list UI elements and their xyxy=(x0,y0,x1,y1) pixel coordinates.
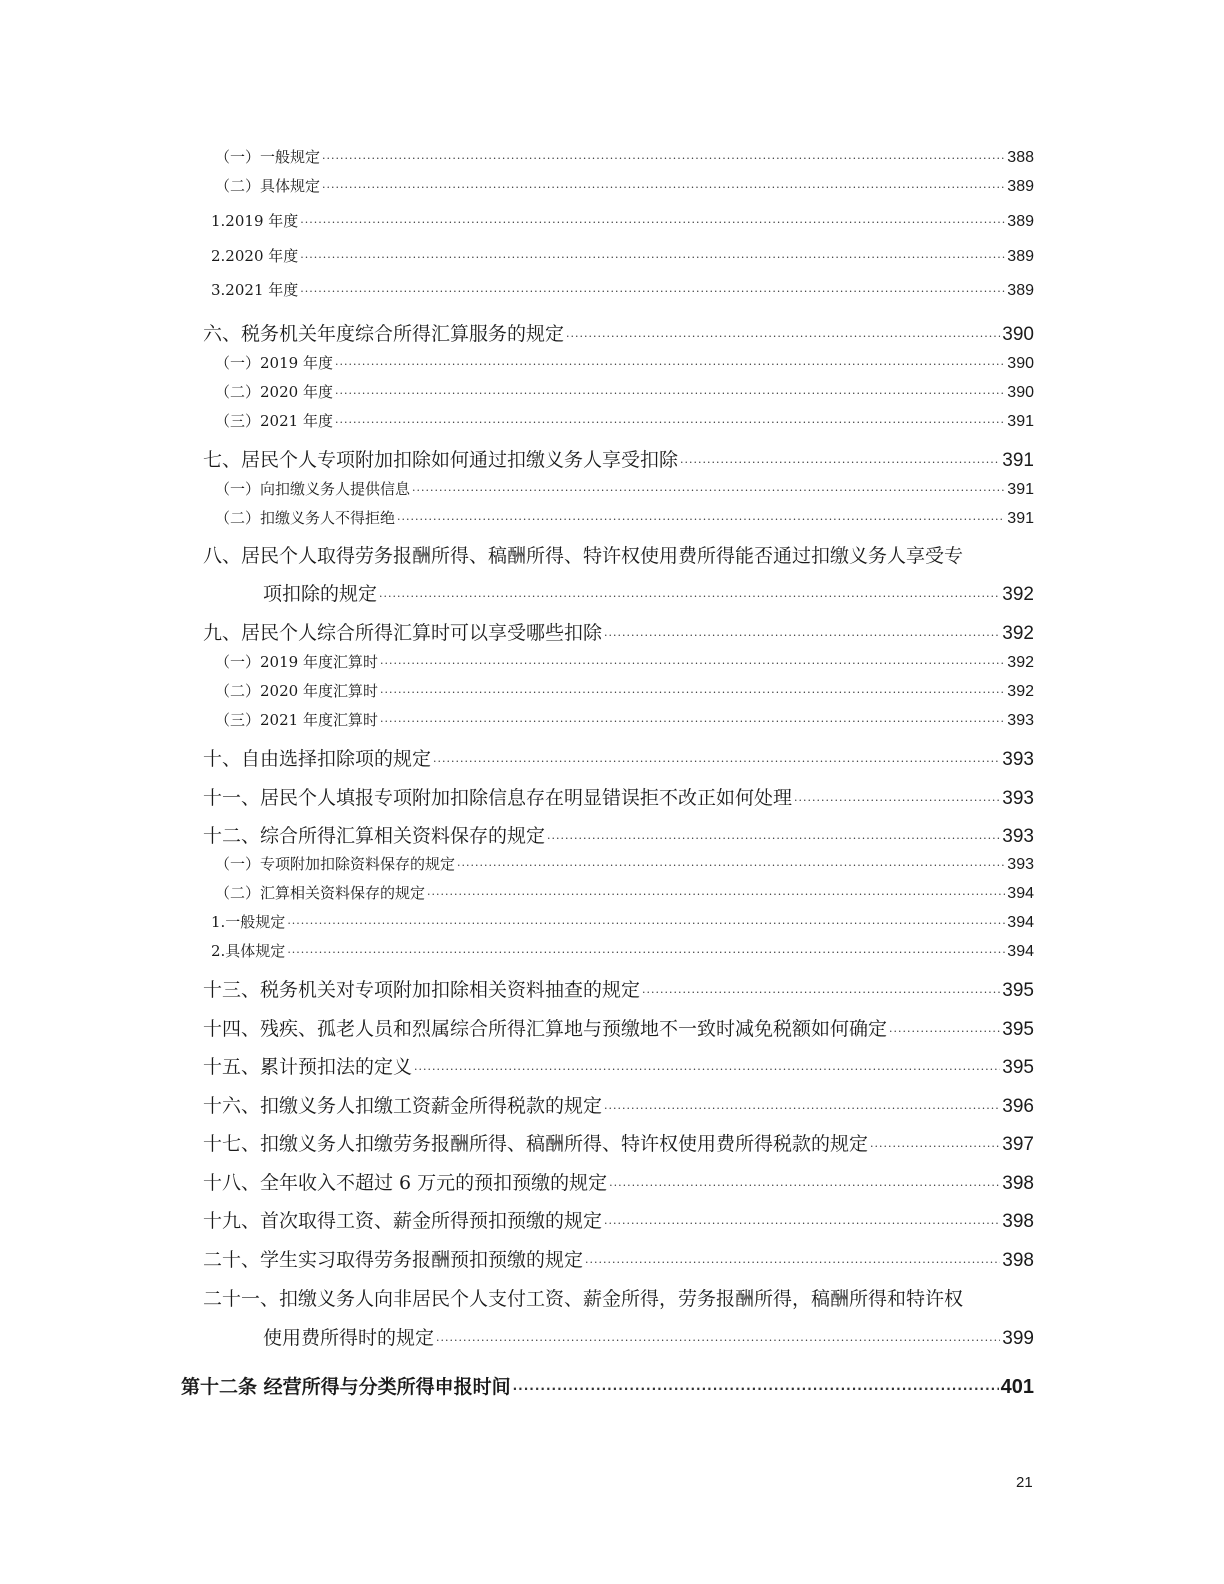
toc-entry-title: 九、居民个人综合所得汇算时可以享受哪些扣除 xyxy=(203,622,603,644)
toc-entry-page: 388 xyxy=(1007,149,1034,166)
toc-leader-dots xyxy=(889,1025,1000,1038)
toc-entry-page: 393 xyxy=(1002,788,1034,809)
toc-leader-dots xyxy=(335,358,1005,371)
toc-entry-page: 395 xyxy=(1002,1057,1034,1078)
toc-entry-title: （二）2020 年度汇算时 xyxy=(215,682,378,700)
toc-leader-dots xyxy=(433,755,1000,768)
footer-page-number: 21 xyxy=(1016,1474,1033,1491)
toc-entry[interactable] xyxy=(0,352,1224,373)
toc-leader-dots xyxy=(300,251,1005,264)
toc-entry-page: 394 xyxy=(1007,914,1034,931)
toc-leader-dots xyxy=(794,794,1000,807)
toc-entry-title: 2.2020 年度 xyxy=(211,247,299,265)
toc-chapter-page: 401 xyxy=(1000,1376,1034,1398)
toc-leader-dots xyxy=(609,1179,1000,1192)
toc-leader-dots xyxy=(379,590,1000,603)
toc-entry[interactable] xyxy=(0,911,1224,932)
toc-entry[interactable] xyxy=(0,618,1224,645)
toc-entry-page: 393 xyxy=(1002,826,1034,847)
toc-entry[interactable] xyxy=(0,821,1224,848)
toc-leader-dots xyxy=(412,484,1005,497)
toc-entry-title: 十三、税务机关对专项附加扣除相关资料抽查的规定 xyxy=(203,979,641,1001)
toc-entry[interactable] xyxy=(0,381,1224,402)
toc-entry-title: （二）扣缴义务人不得拒绝 xyxy=(215,509,396,527)
toc-entry-page: 392 xyxy=(1002,623,1034,644)
toc-entry-page: 390 xyxy=(1007,384,1034,401)
toc-entry[interactable] xyxy=(0,709,1224,730)
toc-entry[interactable] xyxy=(0,853,1224,874)
toc-leader-dots xyxy=(457,859,1005,872)
toc-entry-page: 391 xyxy=(1007,510,1034,527)
toc-leader-dots xyxy=(300,285,1005,298)
toc-entry[interactable] xyxy=(0,146,1224,167)
toc-entry-page: 391 xyxy=(1007,413,1034,430)
toc-entry[interactable] xyxy=(0,940,1224,961)
toc-entry-page: 392 xyxy=(1007,654,1034,671)
toc-entry-title: 六、税务机关年度综合所得汇算服务的规定 xyxy=(203,323,565,345)
toc-entry-title: 3.2021 年度 xyxy=(211,281,299,299)
toc-entry-page: 391 xyxy=(1007,481,1034,498)
toc-entry-title: 十七、扣缴义务人扣缴劳务报酬所得、稿酬所得、特许权使用费所得税款的规定 xyxy=(203,1133,869,1155)
toc-entry-page: 397 xyxy=(1002,1134,1034,1155)
toc-leader-dots xyxy=(604,1102,1000,1115)
toc-entry[interactable] xyxy=(0,579,1224,606)
toc-entry[interactable] xyxy=(0,319,1224,346)
toc-leader-dots xyxy=(513,1382,999,1396)
toc-leader-dots xyxy=(870,1140,1000,1153)
toc-leader-dots xyxy=(680,456,1000,469)
toc-entry-page: 394 xyxy=(1007,943,1034,960)
toc-entry[interactable] xyxy=(0,1206,1224,1233)
toc-entry[interactable] xyxy=(0,882,1224,903)
toc-entry-title: 十一、居民个人填报专项附加扣除信息存在明显错误拒不改正如何处理 xyxy=(203,787,793,809)
toc-entry[interactable] xyxy=(0,1129,1224,1156)
toc-leader-dots xyxy=(436,1334,1000,1347)
toc-entry-page: 398 xyxy=(1002,1250,1034,1271)
toc-entry-page: 399 xyxy=(1002,1328,1034,1349)
toc-entry-page: 389 xyxy=(1007,248,1034,265)
toc-entry[interactable] xyxy=(0,1245,1224,1272)
toc-entry-page: 390 xyxy=(1002,324,1034,345)
toc-leader-dots xyxy=(585,1256,1000,1269)
toc-entry-page: 393 xyxy=(1002,749,1034,770)
toc-entry-title: （一）一般规定 xyxy=(215,148,321,166)
toc-entry-title: （二）汇算相关资料保存的规定 xyxy=(215,884,426,902)
toc-entry-page: 393 xyxy=(1007,712,1034,729)
toc-entry-page: 392 xyxy=(1002,584,1034,605)
toc-entry[interactable] xyxy=(0,279,1224,300)
toc-leader-dots xyxy=(300,216,1005,229)
toc-entry-title[interactable]: 二十一、扣缴义务人向非居民个人支付工资、薪金所得，劳务报酬所得，稿酬所得和特许权 xyxy=(203,1288,964,1310)
toc-leader-dots xyxy=(397,513,1005,526)
toc-entry-title: 十五、累计预扣法的定义 xyxy=(203,1056,413,1078)
toc-entry-title: 十八、全年收入不超过 6 万元的预扣预缴的规定 xyxy=(203,1172,608,1194)
toc-entry[interactable] xyxy=(0,1168,1224,1195)
toc-entry-page: 389 xyxy=(1007,282,1034,299)
toc-entry[interactable] xyxy=(0,1014,1224,1041)
toc-entry[interactable] xyxy=(0,445,1224,472)
toc-entry-page: 396 xyxy=(1002,1096,1034,1117)
toc-entry[interactable] xyxy=(0,651,1224,672)
toc-leader-dots xyxy=(287,946,1005,959)
toc-chapter-entry[interactable] xyxy=(0,1372,1224,1399)
toc-entry-title: 十四、残疾、孤老人员和烈属综合所得汇算地与预缴地不一致时减免税额如何确定 xyxy=(203,1018,888,1040)
toc-entry-title: （一）专项附加扣除资料保存的规定 xyxy=(215,855,456,873)
toc-chapter-title: 第十二条 经营所得与分类所得申报时间 xyxy=(181,1376,511,1398)
toc-entry-title: （三）2021 年度 xyxy=(215,412,333,430)
toc-entry-title: 十二、综合所得汇算相关资料保存的规定 xyxy=(203,825,546,847)
toc-entry-page: 398 xyxy=(1002,1211,1034,1232)
toc-entry-title: 十六、扣缴义务人扣缴工资薪金所得税款的规定 xyxy=(203,1095,603,1117)
toc-entry[interactable] xyxy=(0,1091,1224,1118)
toc-leader-dots xyxy=(287,917,1005,930)
toc-leader-dots xyxy=(335,416,1005,429)
toc-entry-title: （一）向扣缴义务人提供信息 xyxy=(215,480,411,498)
toc-leader-dots xyxy=(380,715,1005,728)
toc-entry[interactable] xyxy=(0,680,1224,701)
toc-entry-title[interactable]: 八、居民个人取得劳务报酬所得、稿酬所得、特许权使用费所得能否通过扣缴义务人享受专 xyxy=(203,545,964,567)
toc-entry[interactable] xyxy=(0,1323,1224,1350)
toc-leader-dots xyxy=(322,181,1005,194)
toc-leader-dots xyxy=(414,1063,1000,1076)
toc-entry-page: 391 xyxy=(1002,450,1034,471)
toc-leader-dots xyxy=(322,152,1005,165)
toc-entry-page: 395 xyxy=(1002,1019,1034,1040)
toc-leader-dots xyxy=(427,888,1005,901)
toc-leader-dots xyxy=(380,657,1005,670)
toc-entry[interactable] xyxy=(0,744,1224,771)
toc-entry[interactable] xyxy=(0,478,1224,499)
toc-leader-dots xyxy=(335,387,1005,400)
toc-entry[interactable] xyxy=(0,210,1224,231)
toc-entry-page: 398 xyxy=(1002,1173,1034,1194)
toc-entry-title-continued: 使用费所得时的规定 xyxy=(263,1327,435,1349)
toc-entry-title: （一）2019 年度汇算时 xyxy=(215,653,378,671)
toc-entry-title: 1.一般规定 xyxy=(211,913,286,931)
toc-entry[interactable] xyxy=(0,783,1224,810)
toc-entry-title: （一）2019 年度 xyxy=(215,354,333,372)
toc-entry-page: 389 xyxy=(1007,213,1034,230)
toc-entry[interactable] xyxy=(0,507,1224,528)
toc-entry[interactable] xyxy=(0,975,1224,1002)
toc-leader-dots xyxy=(604,1217,1000,1230)
toc-leader-dots xyxy=(642,986,1000,999)
toc-leader-dots xyxy=(604,629,1000,642)
toc-entry-title-continued: 项扣除的规定 xyxy=(263,583,378,605)
toc-leader-dots xyxy=(547,832,1000,845)
toc-entry-title: 七、居民个人专项附加扣除如何通过扣缴义务人享受扣除 xyxy=(203,449,679,471)
toc-entry-title: 1.2019 年度 xyxy=(211,212,299,230)
toc-entry-page: 395 xyxy=(1002,980,1034,1001)
toc-entry-title: （三）2021 年度汇算时 xyxy=(215,711,378,729)
toc-entry-page: 392 xyxy=(1007,683,1034,700)
toc-entry-title: （二）2020 年度 xyxy=(215,383,333,401)
toc-entry-page: 389 xyxy=(1007,178,1034,195)
toc-entry[interactable] xyxy=(0,175,1224,196)
toc-entry[interactable] xyxy=(0,245,1224,266)
toc-entry-page: 390 xyxy=(1007,355,1034,372)
toc-leader-dots xyxy=(380,686,1005,699)
toc-entry[interactable] xyxy=(0,410,1224,431)
toc-entry[interactable] xyxy=(0,1052,1224,1079)
toc-entry-title: 十、自由选择扣除项的规定 xyxy=(203,748,432,770)
toc-entry-page: 394 xyxy=(1007,885,1034,902)
toc-entry-title: 二十、学生实习取得劳务报酬预扣预缴的规定 xyxy=(203,1249,584,1271)
toc-entry-page: 393 xyxy=(1007,856,1034,873)
toc-entry-title: 十九、首次取得工资、薪金所得预扣预缴的规定 xyxy=(203,1210,603,1232)
toc-entry-title: 2.具体规定 xyxy=(211,942,286,960)
toc-leader-dots xyxy=(566,330,1000,343)
toc-entry-title: （二）具体规定 xyxy=(215,177,321,195)
